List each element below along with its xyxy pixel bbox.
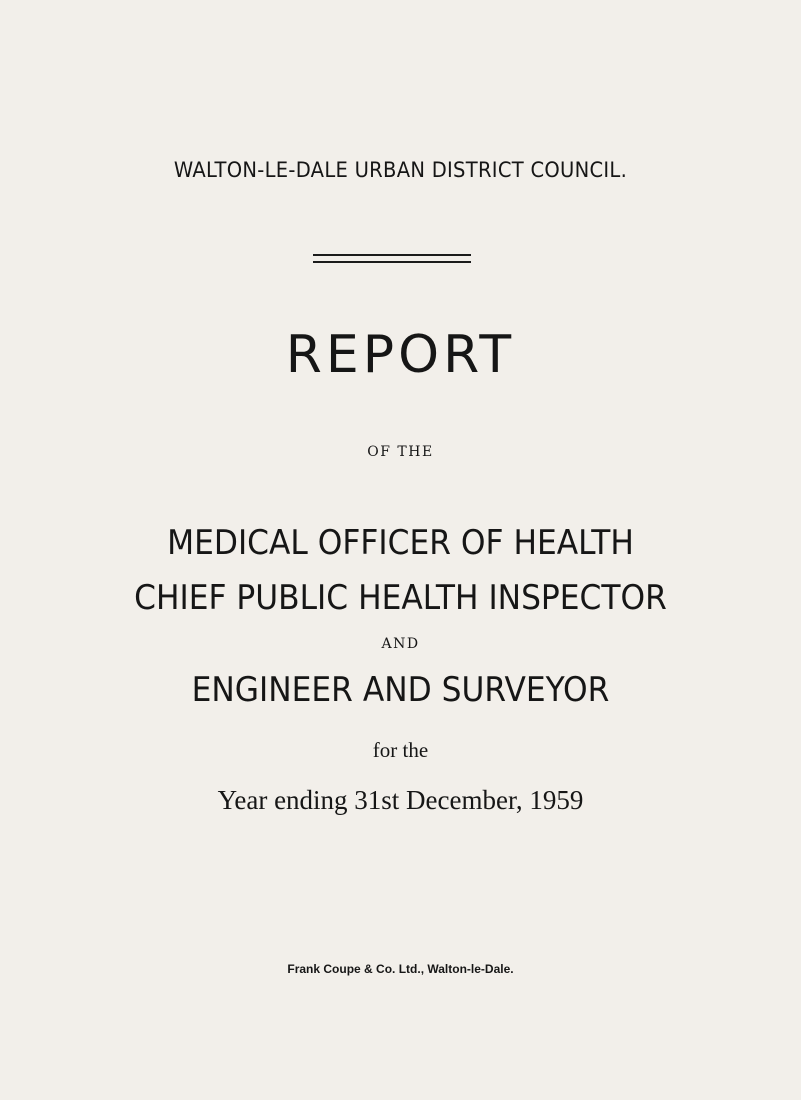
printer-imprint: Frank Coupe & Co. Ltd., Walton-le-Dale. (287, 962, 514, 976)
for-the-label: for the (372, 738, 429, 762)
and-label: AND (381, 636, 420, 652)
council-name: WALTON-LE-DALE URBAN DISTRICT COUNCIL. (173, 158, 628, 182)
medical-officer-heading: MEDICAL OFFICER OF HEALTH (167, 523, 634, 563)
of-the-label: OF THE (367, 444, 434, 460)
report-title: REPORT (285, 325, 516, 385)
title-rule-lower (313, 261, 471, 263)
title-rule-upper (313, 254, 471, 256)
health-inspector-heading: CHIEF PUBLIC HEALTH INSPECTOR (134, 578, 667, 618)
engineer-surveyor-heading: ENGINEER AND SURVEYOR (191, 670, 610, 710)
report-period: Year ending 31st December, 1959 (217, 785, 584, 815)
